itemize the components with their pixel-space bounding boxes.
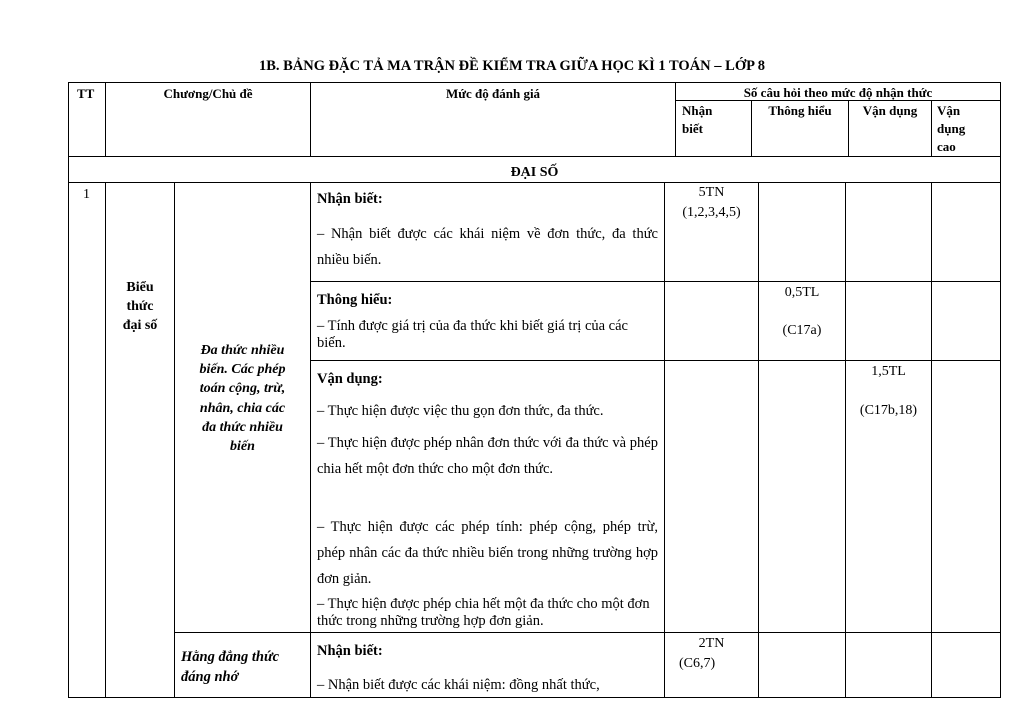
- table-rule: [758, 182, 759, 698]
- content-unit-line: biến: [230, 439, 255, 454]
- question-ref-recognition: (1,2,3,4,5): [682, 205, 741, 220]
- header-advanced-application-3: cao: [937, 139, 956, 154]
- table-border-right: [1000, 82, 1001, 698]
- question-ref-recognition: (C6,7): [679, 656, 716, 671]
- content-unit-line: đa thức nhiều: [202, 420, 283, 435]
- header-recognition-2: biết: [682, 121, 703, 136]
- table-rule: [174, 632, 1001, 633]
- header-recognition: Nhận: [682, 103, 713, 118]
- topic-line: thức: [126, 299, 154, 314]
- row-number: 1: [83, 187, 90, 202]
- content-unit-line: nhân, chia các: [199, 401, 286, 416]
- count-understanding: 0,5TL: [784, 285, 820, 300]
- header-question-count: Số câu hỏi theo mức độ nhận thức: [743, 85, 933, 100]
- table-rule: [931, 100, 932, 157]
- header-advanced-application: Vận: [937, 103, 961, 118]
- criterion-text: – Nhận biết được các khái niệm về đơn thức, đa thức nhiều biến.: [317, 226, 658, 268]
- content-unit-line: toán cộng, trừ,: [199, 381, 286, 396]
- topic-line: Biểu: [126, 280, 154, 295]
- content-unit-line: Hằng đẳng thức: [181, 649, 280, 665]
- count-recognition: 5TN: [698, 185, 725, 200]
- table-rule: [664, 182, 665, 698]
- criterion-text: – Tính được giá trị của đa thức khi biết giá trị của các biến.: [317, 318, 628, 351]
- count-recognition: 2TN: [698, 636, 725, 651]
- table-rule: [310, 182, 311, 698]
- level-heading-understanding: Thông hiểu:: [317, 292, 393, 308]
- page-title: 1B. BẢNG ĐẶC TẢ MA TRẬN ĐỀ KIỂM TRA GIỮA HỌC KÌ 1 TOÁN – LỚP 8: [258, 58, 766, 74]
- criterion-text: – Thực hiện được phép nhân đơn thức với đa thức và phép chia hết một đơn thức cho một đơn thức.: [317, 435, 658, 477]
- header-understanding: Thông hiểu: [768, 103, 832, 118]
- table-rule: [845, 182, 846, 698]
- table-rule: [310, 281, 1001, 282]
- criterion-text: – Nhận biết được các khái niệm: đồng nhất thức,: [317, 677, 600, 693]
- topic-line: đại số: [122, 318, 158, 333]
- table-rule: [931, 182, 932, 698]
- question-ref-understanding: (C17a): [782, 323, 822, 338]
- level-heading-recognition: Nhận biết:: [317, 643, 383, 659]
- table-rule: [310, 360, 1001, 361]
- header-tt: TT: [77, 86, 95, 101]
- content-unit-line: đáng nhớ: [181, 669, 239, 685]
- criterion-text: – Thực hiện được phép chia hết một đa thức cho một đơn thức trong những trường hợp đơn giản.: [317, 596, 650, 629]
- header-chapter: Chương/Chủ đề: [163, 86, 253, 101]
- table-border-bottom: [68, 697, 1001, 698]
- question-ref-application: (C17b,18): [859, 403, 918, 418]
- header-application: Vận dụng: [862, 103, 918, 118]
- header-advanced-application-2: dụng: [937, 121, 966, 136]
- level-heading-application: Vận dụng:: [317, 371, 383, 387]
- criterion-text: – Thực hiện được các phép tính: phép cộng, phép trừ, phép nhân các đa thức nhiều biến trong những trường hợp đơn giản.: [317, 519, 658, 587]
- table-border-top: [68, 82, 1001, 83]
- count-application: 1,5TL: [871, 364, 906, 379]
- table-rule: [68, 156, 1001, 157]
- section-title: ĐẠI SỐ: [510, 165, 559, 180]
- criterion-text: – Thực hiện được việc thu gọn đơn thức, đa thức.: [317, 403, 604, 419]
- level-heading-recognition: Nhận biết:: [317, 191, 383, 207]
- content-unit-line: Đa thức nhiều: [200, 343, 285, 358]
- content-unit-line: biến. Các phép: [199, 362, 286, 377]
- header-assessment-level: Mức độ đánh giá: [445, 86, 541, 101]
- table-rule: [105, 182, 106, 698]
